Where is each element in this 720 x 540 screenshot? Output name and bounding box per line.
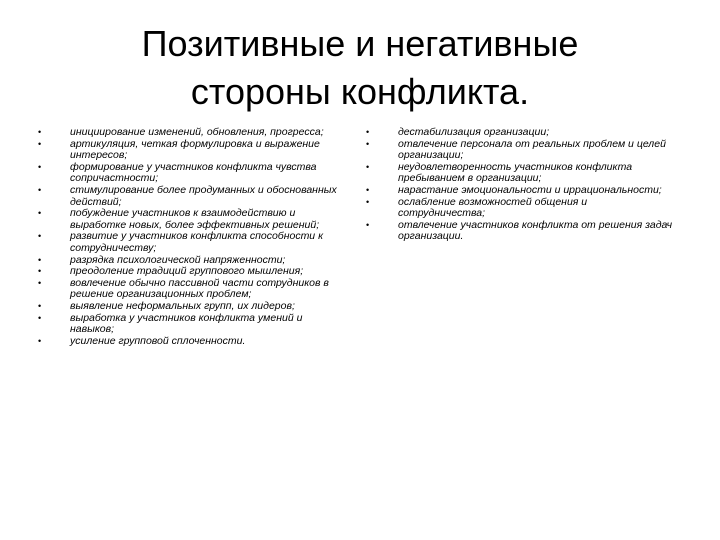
negative-sides-list	[366, 127, 676, 243]
list-item: • ослабление возможностей общения и сотрудничества;	[366, 197, 676, 220]
list-item: • стимулирование более продуманных и обоснованных действий;	[38, 185, 348, 208]
list-item: • разрядка психологической напряженности;	[38, 255, 348, 267]
title-line-2: стороны конфликта.	[190, 71, 530, 112]
title-line-1: Позитивные и негативные	[141, 23, 579, 64]
list-item: • формирование у участников конфликта чувства сопричастности;	[38, 162, 348, 185]
list-item: • отвлечение участников конфликта от решения задач организации.	[366, 220, 676, 243]
list-item: • выявление неформальных групп, их лидеров;	[38, 301, 348, 313]
list-item: • отвлечение персонала от реальных проблем и целей организации;	[366, 139, 676, 162]
list-item: • преодоление традиций группового мышления;	[38, 266, 348, 278]
list-item: • выработка у участников конфликта умений и навыков;	[38, 313, 348, 336]
list-item: • артикуляция, четкая формулировка и выражение интересов;	[38, 139, 348, 162]
list-item: • дестабилизация организации;	[366, 127, 676, 139]
list-item: • неудовлетворенность участников конфликта пребыванием в организации;	[366, 162, 676, 185]
positive-sides-list	[38, 127, 348, 347]
list-item: • усиление групповой сплоченности.	[38, 336, 348, 348]
slide-title	[60, 20, 660, 116]
list-item: • инициирование изменений, обновления, прогресса;	[38, 127, 348, 139]
list-item: • нарастание эмоциональности и иррациональности;	[366, 185, 676, 197]
list-item: • побуждение участников к взаимодействию и выработке новых, более эффективных решений;	[38, 208, 348, 231]
list-item: • вовлечение обычно пассивной части сотрудников в решение организационных проблем;	[38, 278, 348, 301]
list-item: • развитие у участников конфликта способности к сотрудничеству;	[38, 231, 348, 254]
